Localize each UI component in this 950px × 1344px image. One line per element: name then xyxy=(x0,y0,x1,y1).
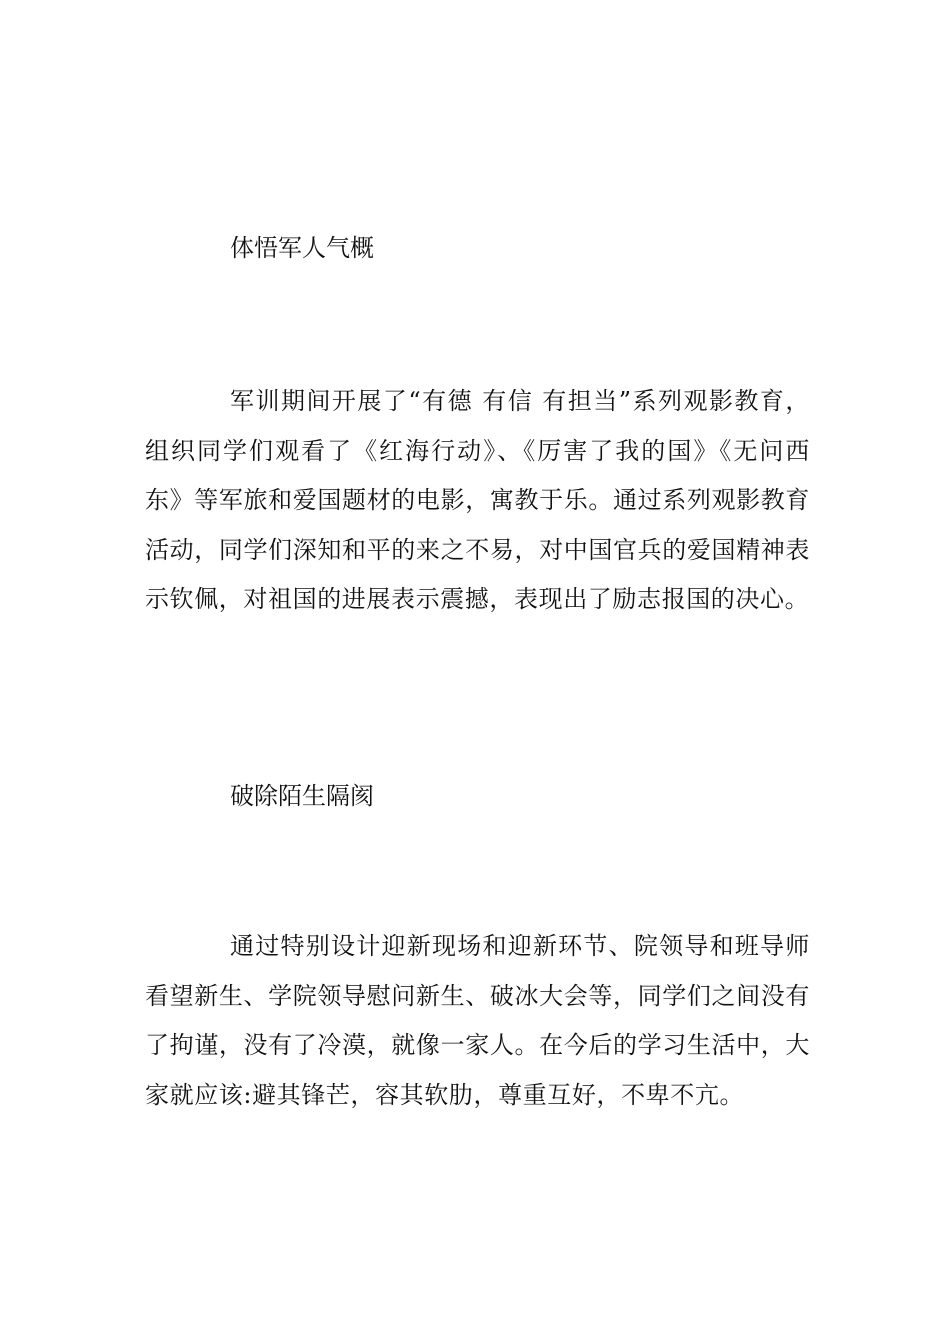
section-heading-break-barriers: 破除陌生隔阂 xyxy=(230,782,374,810)
section-heading-military-spirit: 体悟军人气概 xyxy=(230,234,374,262)
section-paragraph-film-education: 军训期间开展了“有德 有信 有担当”系列观影教育，组织同学们观看了《红海行动》、《厉害了我的国》《无问西东》等军旅和爱国题材的电影，寓教于乐。通过系列观影教育活动，同学们深知和平的来之不易，对中国官兵的爱国精神表示钦佩，对祖国的进展表示震撼，表现出了励志报国的决心。 xyxy=(145,387,810,613)
section-paragraph-welcome-activities: 通过特别设计迎新现场和迎新环节、院领导和班导师看望新生、学院领导慰问新生、破冰大会等，同学们之间没有了拘谨，没有了冷漠，就像一家人。在今后的学习生活中，大家就应该:避其锋芒，容其软肋，尊重互好，不卑不亢。 xyxy=(145,932,810,1109)
